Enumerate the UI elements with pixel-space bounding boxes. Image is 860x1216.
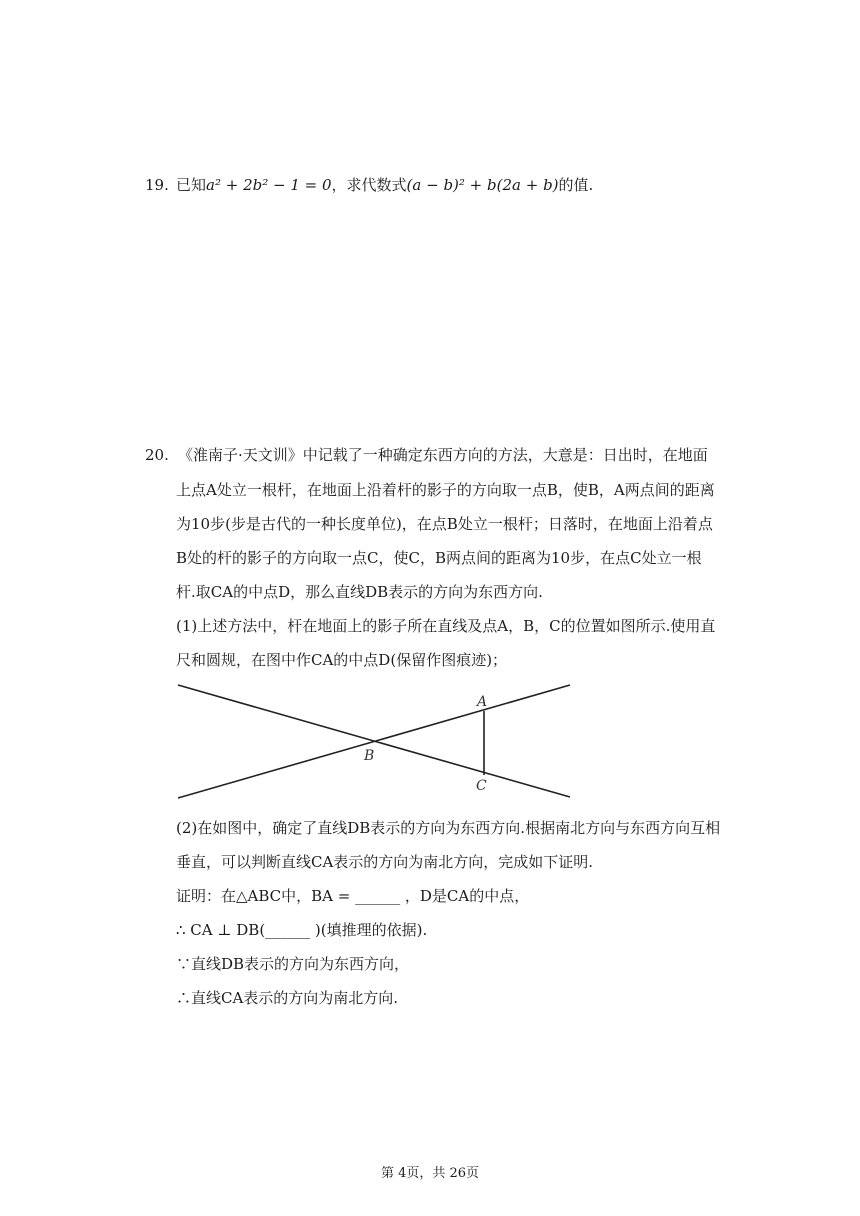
label-a: A: [477, 694, 488, 710]
label-c: C: [476, 778, 487, 794]
q20-part1-line-1: (1)上述方法中，杆在地面上的影子所在直线及点A，B，C的位置如图所示.使用直: [176, 617, 716, 635]
page-footer: 第 4页，共 26页: [380, 1166, 480, 1181]
q19-text-3: 的值.: [558, 176, 594, 194]
question-19-number: 19.: [145, 176, 169, 194]
question-19-text: [176, 175, 593, 195]
proof-line-2: ∴ CA ⊥ DB(______ )(填推理的依据).: [176, 921, 428, 939]
q19-text-2: ，求代数式: [331, 176, 407, 194]
question-20-number: 20.: [145, 446, 169, 464]
q20-part2-line-1: (2)在如图中，确定了直线DB表示的方向为东西方向.根据南北方向与东西方向互相: [176, 819, 721, 837]
proof-line-1: 证明：在△ABC中，BA = ______ ，D是CA的中点，: [176, 887, 530, 905]
q19-expression: (a − b)² + b(2a + b): [406, 176, 559, 194]
proof-line-3: ∵直线DB表示的方向为东西方向，: [176, 955, 410, 973]
proof-line-4: ∴直线CA表示的方向为南北方向.: [176, 989, 399, 1007]
q20-line-4: B处的杆的影子的方向取一点C，使C，B两点间的距离为10步，在点C处立一根: [176, 549, 702, 567]
q20-line-2: 上点A处立一根杆，在地面上沿着杆的影子的方向取一点B，使B，A两点间的距离: [176, 481, 715, 499]
q19-text-1: 已知: [176, 176, 207, 194]
q20-line-1: 《淮南子·天文训》中记载了一种确定东西方向的方法，大意是：日出时，在地面: [178, 446, 708, 464]
q20-line-5: 杆.取CA的中点D，那么直线DB表示的方向为东西方向.: [176, 583, 543, 601]
geometry-diagram: [170, 680, 580, 810]
label-b: B: [364, 748, 375, 764]
q20-line-3: 为10步(步是古代的一种长度单位)，在点B处立一根杆；日落时，在地面上沿着点: [176, 515, 713, 533]
q19-equation: a² + 2b² − 1 = 0: [206, 176, 332, 194]
q20-part1-line-2: 尺和圆规，在图中作CA的中点D(保留作图痕迹)；: [176, 651, 508, 669]
q20-part2-line-2: 垂直，可以判断直线CA表示的方向为南北方向，完成如下证明.: [176, 853, 594, 871]
